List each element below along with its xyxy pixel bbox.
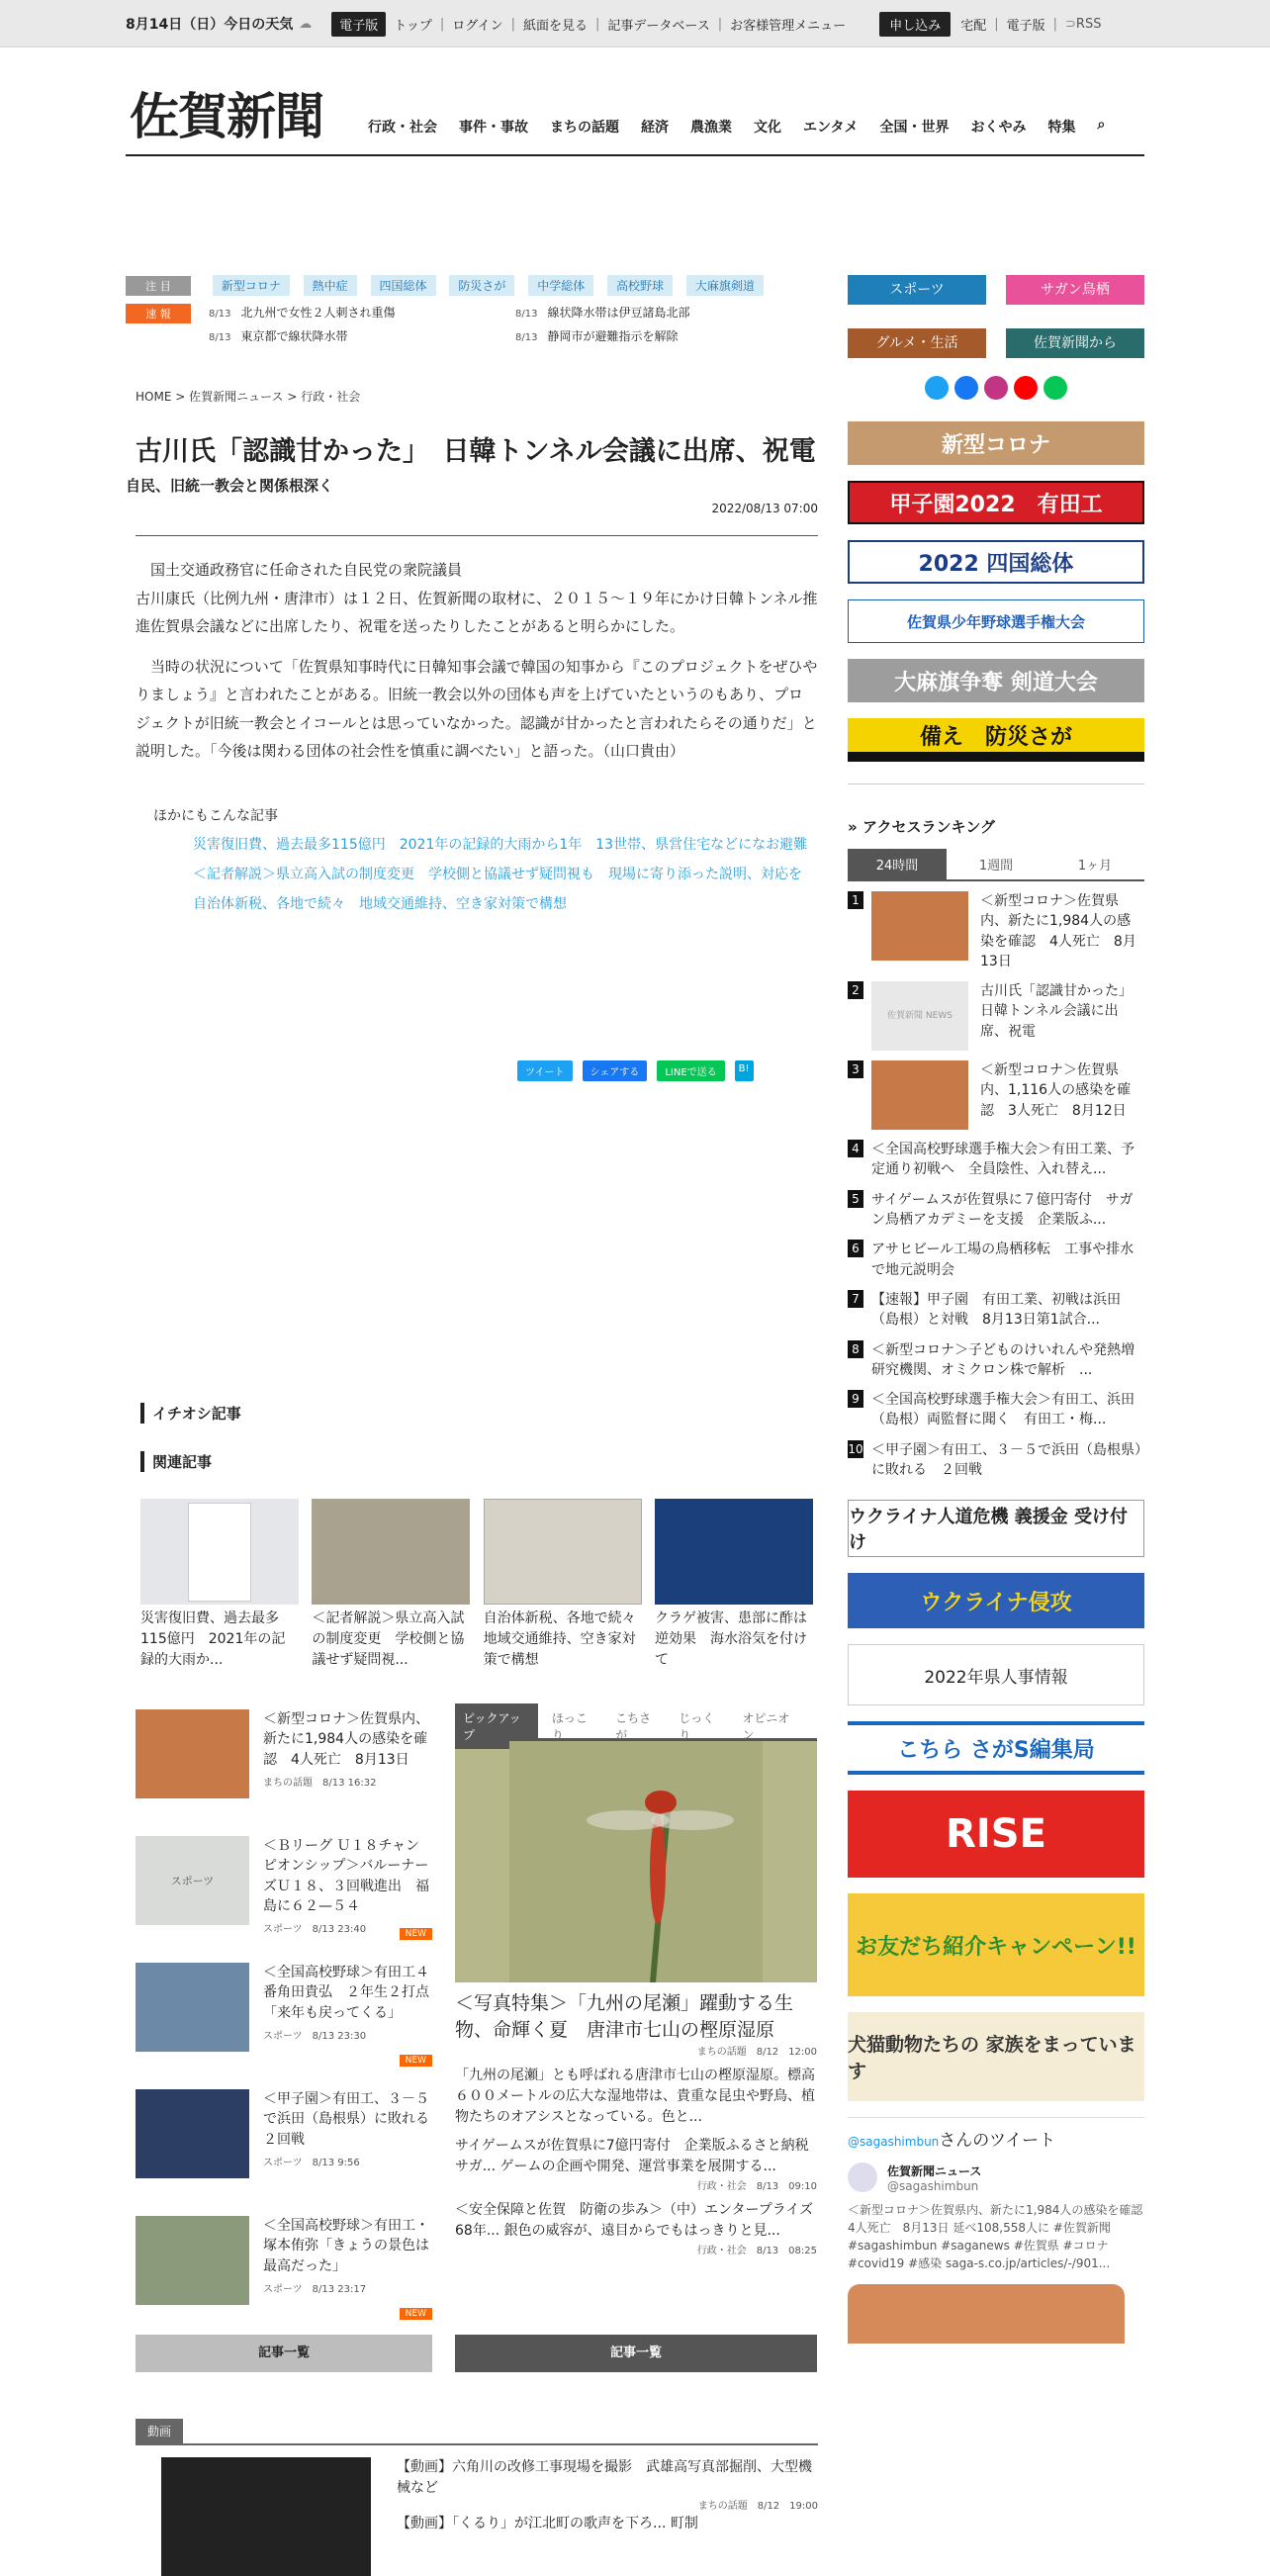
tab-jikkuri[interactable]: じっくり: [679, 1710, 715, 1742]
twitter-icon[interactable]: [925, 376, 949, 400]
breaking-news-item[interactable]: 線状降水帯は伊豆諸島北部: [547, 306, 690, 320]
rank-number: 8: [848, 1340, 863, 1358]
tweet-image[interactable]: [848, 2284, 1125, 2344]
pickup-meta: 行政・社会 8/13 09:10: [696, 2181, 817, 2193]
hatena-bookmark-button[interactable]: B!: [735, 1060, 754, 1081]
nav-item[interactable]: 全国・世界: [879, 120, 950, 136]
more-article-link[interactable]: 自治体新税、各地で続々 地域交通維持、空き家対策で構想: [193, 896, 567, 913]
tab-pickup[interactable]: ピックアップ: [455, 1703, 538, 1749]
list-category: まちの話題: [263, 1777, 313, 1789]
list-title: ＜全国高校野球＞有田工４番角田貴弘 ２年生２打点「来年も戻ってくる」: [263, 1965, 429, 2021]
ukraine-invasion-banner[interactable]: ウクライナ侵攻: [848, 1573, 1144, 1628]
breaking-date: 8/13: [515, 309, 538, 320]
list-item[interactable]: [136, 2089, 443, 2216]
article-subtitle: 自民、旧統一教会と関係根深く: [126, 477, 334, 496]
topic-tag[interactable]: 新型コロナ: [213, 275, 290, 296]
nav-item[interactable]: 行政・社会: [368, 120, 437, 136]
list-item[interactable]: [136, 1963, 432, 2089]
list-category: スポーツ: [263, 1924, 303, 1936]
list-category: スポーツ: [263, 2030, 303, 2042]
tab-opinion[interactable]: オピニオン: [742, 1710, 790, 1742]
list-all-button[interactable]: 記事一覧: [136, 2335, 432, 2372]
sidebar-banners: [848, 1500, 1144, 2101]
related-thumbnail: [140, 1499, 299, 1605]
nav-item[interactable]: おくやみ: [970, 120, 1027, 136]
list-thumbnail: [136, 1963, 249, 2052]
topic-tag[interactable]: 高校野球: [607, 275, 673, 296]
list-meta: [263, 2280, 432, 2295]
twitter-widget: [848, 2117, 1155, 2344]
social-icons: [848, 376, 1144, 400]
youtube-icon[interactable]: [1014, 376, 1038, 400]
ranking-title: ＜甲子園＞有田工、３－５で浜田（島根県）に敗れる ２回戦: [871, 1441, 1141, 1479]
new-badge: NEW: [400, 2055, 432, 2067]
article-date: 2022/08/13 07:00: [711, 502, 818, 516]
instagram-icon[interactable]: [984, 376, 1008, 400]
related-article[interactable]: [655, 1499, 813, 1671]
video-title[interactable]: 【動画】「くるり」が江北町の歌声を下ろ... 町制: [397, 2516, 698, 2531]
list-item[interactable]: [136, 1709, 432, 1836]
ranking-title: ＜全国高校野球選手権大会＞有田工、浜田（島根）両監督に聞く 有田工・梅...: [871, 1392, 1134, 1428]
pickup-tabs: [455, 1710, 817, 1742]
digital-link[interactable]: 電子版: [1006, 18, 1045, 34]
ranking-item[interactable]: [848, 1390, 1144, 1430]
breaking-news-item[interactable]: 北九州で女性２人刺され重傷: [240, 306, 396, 320]
site-logo[interactable]: 佐賀新聞: [130, 87, 323, 145]
sidebar: [848, 275, 1155, 2344]
pickup-title[interactable]: ＜写真特集＞「九州の尾瀬」躍動する生物、命輝く夏 唐津市七山の樫原湿原: [455, 1992, 794, 2041]
rank-number: 10: [848, 1441, 863, 1456]
site-header: [126, 47, 1144, 156]
delivery-link[interactable]: 宅配: [960, 18, 987, 34]
list-thumbnail: [136, 2216, 249, 2305]
dragonfly-image: [455, 1741, 817, 1982]
related-thumbnail: [312, 1499, 470, 1605]
related-article[interactable]: [140, 1499, 299, 1671]
more-article-link[interactable]: 災害復旧費、過去最多115億円 2021年の記録的大雨から1年 13世帯、県営住宅などになお避難: [193, 836, 808, 853]
ticker: [126, 275, 818, 344]
line-share-button[interactable]: LINEで送る: [657, 1060, 724, 1081]
nav-item[interactable]: エンタメ: [803, 120, 859, 136]
breadcrumb: HOME > 佐賀新聞ニュース > 行政・社会: [136, 390, 361, 404]
ranking-thumbnail: [871, 891, 968, 961]
tab-hokkori[interactable]: ほっこり: [551, 1710, 588, 1742]
video-thumbnail[interactable]: [161, 2457, 371, 2576]
youth-baseball-banner[interactable]: 佐賀県少年野球選手権大会: [848, 599, 1144, 643]
apply-button[interactable]: 申し込み: [879, 12, 951, 37]
breaking-news-item[interactable]: 東京都で線状降水帯: [240, 329, 348, 343]
date-weather: 8月14日（日）今日の天気: [126, 17, 294, 33]
ranking-item[interactable]: [848, 1060, 1144, 1130]
video-meta: まちの話題 8/12 19:00: [697, 2501, 818, 2512]
nav-item[interactable]: まちの話題: [550, 120, 619, 136]
facebook-icon[interactable]: [954, 376, 978, 400]
double-chevron-icon: »: [848, 818, 858, 836]
list-all-button[interactable]: 記事一覧: [455, 2335, 817, 2372]
search-icon[interactable]: ⌕: [1097, 117, 1106, 133]
sports-button[interactable]: スポーツ: [848, 275, 986, 305]
ranking-title: ＜新型コロナ＞子どものけいれんや発熱増 研究機関、オミクロン株で解析 ...: [871, 1341, 1148, 1378]
video-title[interactable]: 【動画】六角川の改修工事現場を撮影 武雄高写真部掘削、大型機械など: [397, 2459, 813, 2496]
article-paragraph: 古川康氏（比例九州・唐津市）は１２日、佐賀新聞の取材に、２０１５～１９年にかけ日韓トンネル推進佐賀県会議などに出席したり、祝電を送ったりしたことがあると明らかにした。: [136, 589, 818, 636]
nav-item[interactable]: 農漁業: [690, 120, 732, 136]
digital-edition-badge[interactable]: 電子版: [331, 12, 386, 37]
list-meta: [263, 2027, 432, 2042]
related-title: ＜記者解説＞県立高入試の制度変更 学校側と協議せず疑問視...: [312, 1610, 465, 1668]
nav-item[interactable]: 事件・事故: [459, 120, 528, 136]
ranking-title: アサヒビール工場の鳥栖移転 工事や排水で地元説明会: [871, 1242, 1134, 1278]
tab-1week[interactable]: 1週間: [978, 859, 1014, 874]
ranking-heading-label: アクセスランキング: [862, 818, 996, 836]
rank-number: 3: [848, 1060, 863, 1078]
ranking-thumbnail-label: 佐賀新聞 NEWS: [887, 1010, 952, 1021]
more-article-link[interactable]: ＜記者解説＞県立高入試の制度変更 学校側と協議せず疑問視も 現場に寄り添った説明、対応を: [193, 866, 802, 882]
list-date: 8/13 23:30: [312, 2030, 367, 2042]
breadcrumb-home[interactable]: HOME: [136, 390, 172, 404]
list-item[interactable]: [136, 2216, 432, 2343]
tweet-button[interactable]: ツイート: [517, 1060, 573, 1081]
ranking-thumbnail: [871, 981, 968, 1051]
tab-24h[interactable]: 24時間: [848, 849, 947, 879]
line-icon[interactable]: [1043, 376, 1067, 400]
pickup-meta: まちの話題 8/12 12:00: [696, 2047, 817, 2059]
ichioshi-heading: イチオシ記事: [140, 1403, 241, 1424]
login-link[interactable]: ログイン: [452, 18, 503, 34]
related-title: 自治体新税、各地で続々 地域交通維持、空き家対策で構想: [483, 1610, 650, 1668]
ranking-item[interactable]: [848, 1290, 1144, 1331]
ranking: [848, 783, 1148, 1480]
friend-referral-banner[interactable]: お友だち紹介キャンペーン!!: [848, 1893, 1144, 1996]
rank-number: 7: [848, 1290, 863, 1308]
ranking-item[interactable]: [848, 1190, 1144, 1231]
tab-video[interactable]: 動画: [136, 2419, 183, 2443]
ranking-tabs: [848, 849, 1144, 881]
related-title: クラゲ被害、患部に酢は逆効果 海水浴気を付けて: [654, 1610, 807, 1668]
list-title: ＜Ｂリーグ Ｕ１８チャンピオンシップ＞バルーナーズＵ１８、３回戦進出 福島に６２—５４: [263, 1838, 429, 1914]
sagas-editorial-banner[interactable]: こちら さがS編集局: [848, 1721, 1144, 1775]
related-thumbnail: [484, 1499, 642, 1605]
ranking-title: ＜全国高校野球選手権大会＞有田工業、予定通り初戦へ 全員陰性、入れ替え...: [871, 1142, 1134, 1178]
rank-number: 9: [848, 1390, 863, 1408]
list-title: ＜全国高校野球＞有田工・塚本侑弥「きょうの景色は最高だった」: [263, 2218, 429, 2274]
video-section: [136, 2419, 818, 2576]
ranking-item[interactable]: [848, 1340, 1148, 1381]
from-saga-shimbun-button[interactable]: 佐賀新聞から: [1006, 328, 1144, 358]
bousai-saga-banner[interactable]: 備え 防災さが: [848, 718, 1144, 762]
list-date: 8/13 9:56: [312, 2157, 360, 2168]
nav-item[interactable]: 特集: [1047, 120, 1076, 136]
article-caption: 国土交通政務官に任命された自民党の衆院議員: [150, 561, 463, 580]
ranking-title: ＜新型コロナ＞佐賀県内、1,116人の感染を確認 3人死亡 8月12日: [980, 1062, 1132, 1119]
ranking-item[interactable]: [848, 1440, 1144, 1481]
related-heading: 関連記事: [140, 1451, 212, 1472]
ranking-item[interactable]: [848, 981, 1144, 1051]
koshien-banner[interactable]: 甲子園2022 有田工: [848, 481, 1144, 524]
breaking-date: 8/13: [209, 332, 231, 343]
sagan-tosu-button[interactable]: サガン鳥栖: [1006, 275, 1144, 305]
related-thumbnail: [655, 1499, 813, 1605]
tab-1month[interactable]: 1ヶ月: [1077, 859, 1113, 874]
top-bar: 8月14日（日）今日の天気 ☁ 電子版 トップ | ログイン | 紙面を見る | 記事データベース | お客様管理メニュー 申し込み 宅配 | 電子版 | ⊃ RSS: [0, 0, 1270, 47]
paper-view-link[interactable]: 紙面を見る: [523, 18, 589, 34]
topic-tag[interactable]: 中学総体: [528, 275, 593, 296]
breaking-label: 速 報: [126, 304, 191, 323]
rise-magazine-banner[interactable]: RISE: [848, 1791, 1144, 1878]
pickup-section: [455, 1710, 823, 2257]
tweet-text[interactable]: ＜新型コロナ＞佐賀県内、新たに1,984人の感染を確認 4人死亡 8月13日 延べ108,558人に #佐賀新聞 #sagashimbun #saganews #佐賀県 #コロナ #covid19 #感染 saga-s.co.jp/articles/-/901...: [848, 2203, 1155, 2271]
pet-adoption-banner[interactable]: 犬猫動物たちの 家族をまっています: [848, 2012, 1144, 2101]
topic-tag[interactable]: 防災さが: [449, 275, 514, 296]
nav-item[interactable]: 経済: [641, 120, 669, 136]
pickup-text[interactable]: サイゲームスが佐賀県に7億円寄付 企業版ふるさと納税 サガ... ゲームの企画や開発、運営事業を展開する...: [455, 2138, 823, 2175]
rank-number: 2: [848, 981, 863, 999]
list-thumbnail: [136, 1836, 249, 1925]
personnel-info-banner[interactable]: 2022年県人事情報: [848, 1644, 1144, 1705]
twitter-handle: @sagashimbun: [887, 2179, 979, 2194]
share-bar: [517, 1060, 764, 1081]
kendo-banner[interactable]: 大麻旗争奪 剣道大会: [848, 659, 1144, 702]
covid-banner[interactable]: 新型コロナ: [848, 421, 1144, 465]
article-title: 古川氏「認識甘かった」 日韓トンネル会議に出席、祝電: [136, 436, 816, 467]
breaking-news-item[interactable]: 静岡市が避難指示を解除: [547, 329, 679, 343]
list-category: スポーツ: [263, 2283, 303, 2295]
breadcrumb-item[interactable]: 行政・社会: [301, 390, 361, 404]
rank-number: 6: [848, 1240, 863, 1257]
list-date: 8/13 23:17: [312, 2283, 367, 2295]
rss-link[interactable]: RSS: [1075, 16, 1102, 32]
list-meta: [263, 2154, 432, 2168]
topic-tag[interactable]: 四国総体: [371, 275, 436, 296]
related-title: 災害復旧費、過去最多115億円 2021年の記録的大雨か...: [140, 1610, 286, 1668]
ukraine-donation-banner[interactable]: ウクライナ人道危機 義援金 受け付け: [848, 1500, 1144, 1557]
ranking-item[interactable]: [848, 1240, 1144, 1280]
list-title: ＜甲子園＞有田工、３－５で浜田（島根県）に敗れる ２回戦: [263, 2091, 443, 2148]
rank-number: 5: [848, 1190, 863, 1208]
ranking-title: ＜新型コロナ＞佐賀県内、新たに1,984人の感染を確認 4人死亡 8月13日: [980, 893, 1136, 969]
pickup-text[interactable]: ＜安全保障と佐賀 防衛の歩み＞（中）エンタープライズ68年... 銀色の威容が、遠目からでもはっきりと見...: [455, 2202, 814, 2240]
main-nav: [368, 117, 1127, 137]
related-article[interactable]: [312, 1499, 470, 1671]
twitter-widget-heading: さんのツイート: [939, 2131, 1056, 2152]
list-item[interactable]: [136, 1836, 432, 1963]
news-list: [136, 1709, 443, 2343]
shikoku-soutai-banner[interactable]: 2022 四国総体: [848, 540, 1144, 584]
breadcrumb-item[interactable]: 佐賀新聞ニュース: [189, 390, 284, 404]
new-badge: NEW: [400, 2308, 432, 2320]
ranking-item[interactable]: [848, 891, 1144, 971]
list-category: スポーツ: [263, 2157, 303, 2168]
rank-number: 4: [848, 1140, 863, 1157]
article: [126, 388, 818, 924]
article-body: [136, 535, 818, 766]
topic-tag[interactable]: 熱中症: [304, 275, 357, 296]
twitter-name: 佐賀新聞ニュース: [887, 2164, 982, 2179]
related-article[interactable]: [483, 1499, 650, 1671]
tab-kochisaga[interactable]: こちさが: [615, 1710, 652, 1742]
more-articles: [136, 805, 818, 915]
related-articles: [140, 1499, 813, 1671]
ranking-heading: [848, 816, 1144, 837]
ranking-item[interactable]: [848, 1140, 1144, 1180]
pickup-meta: 行政・社会 8/13 08:25: [696, 2246, 817, 2257]
list-thumbnail: [136, 1709, 249, 1798]
avatar: [848, 2162, 877, 2192]
more-articles-heading: ほかにもこんな記事: [153, 807, 278, 824]
breaking-date: 8/13: [515, 332, 538, 343]
article-db-link[interactable]: 記事データベース: [607, 18, 710, 34]
nav-item[interactable]: 文化: [754, 120, 781, 136]
attention-label: 注 目: [126, 276, 191, 296]
list-thumbnail: [136, 2089, 249, 2178]
rank-number: 1: [848, 891, 863, 909]
new-badge: NEW: [400, 1928, 432, 1940]
breaking-date: 8/13: [209, 309, 231, 320]
list-date: 8/13 16:32: [322, 1777, 377, 1789]
rss-icon: ⊃: [1065, 16, 1076, 32]
pickup-photo[interactable]: [455, 1741, 817, 1982]
facebook-share-button[interactable]: シェアする: [583, 1060, 648, 1081]
ranking-thumbnail: [871, 1060, 968, 1130]
list-thumbnail-label: スポーツ: [170, 1875, 215, 1887]
nav-top-link[interactable]: トップ: [394, 18, 432, 34]
cloud-icon: ☁: [299, 16, 313, 32]
ranking-title: サイゲームスが佐賀県に７億円寄付 サガン鳥栖アカデミーを支援 企業版ふ...: [871, 1191, 1134, 1229]
ranking-title: 古川氏「認識甘かった」日韓トンネル会議に出席、祝電: [980, 983, 1133, 1040]
ranking-title: 【速報】甲子園 有田工業、初戦は浜田（島根）と対戦 8月13日第1試合...: [871, 1291, 1121, 1329]
list-meta: [263, 1774, 432, 1789]
gourmet-button[interactable]: グルメ・生活: [848, 328, 986, 358]
customer-menu-link[interactable]: お客様管理メニュー: [730, 18, 847, 34]
pickup-text[interactable]: 「九州の尾瀬」とも呼ばれる唐津市七山の樫原湿原。標高６００メートルの広大な湿地帯は、貴重な昆虫や野鳥、植物たちのオアシスとなっている。色と...: [455, 2068, 815, 2126]
list-title: ＜新型コロナ＞佐賀県内、新たに1,984人の感染を確認 4人死亡 8月13日: [263, 1711, 429, 1768]
article-paragraph: 当時の状況について「佐賀県知事時代に日韓知事会議で韓国の知事から『このプロジェクトをぜひやりましょう』と言われたことがある。旧統一教会以外の団体も声を上げていたというのもあり、プロジェクトが旧統一教会とイコールとは思っていなかった。認識が甘かったと言われたらその通りだ」と説明した。「今後は関わる団体の社会性を慎重に調べたい」と語った。（山口貴由）: [136, 657, 818, 761]
twitter-widget-handle[interactable]: @sagashimbun: [848, 2135, 940, 2150]
list-date: 8/13 23:40: [312, 1924, 367, 1936]
topic-tag[interactable]: 大麻旗剣道: [686, 275, 764, 296]
